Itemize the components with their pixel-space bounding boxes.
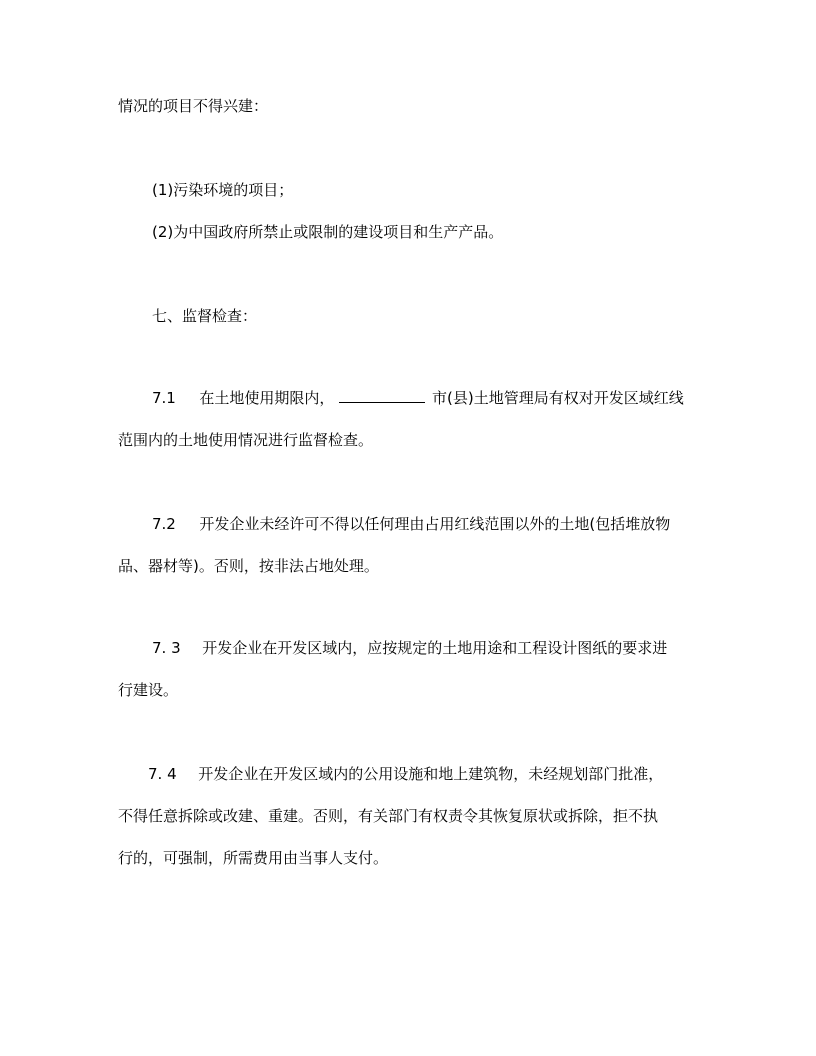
clause-7-2-line-2: 品、器材等)。否则，按非法占地处理。 xyxy=(118,557,379,575)
clause-text: 市(县)土地管理局有权对开发区域红线 xyxy=(432,389,684,407)
fill-in-blank xyxy=(339,388,425,403)
clause-text: 开发企业在开发区域内的公用设施和地上建筑物，未经规划部门批准， xyxy=(198,765,664,783)
section-heading: 七、监督检查： xyxy=(152,307,258,325)
clause-number: 7.2 xyxy=(152,515,176,533)
clause-number: 7.1 xyxy=(152,389,176,407)
clause-7-1-line-1 xyxy=(152,388,684,408)
clause-7-3-line-1 xyxy=(152,638,667,658)
clause-number: 7. 3 xyxy=(152,639,181,657)
clause-7-4-line-3: 行的，可强制，所需费用由当事人支付。 xyxy=(118,849,389,867)
prohibited-item-2: (2)为中国政府所禁止或限制的建设项目和生产产品。 xyxy=(152,223,504,241)
clause-text: 开发企业未经许可不得以任何理由占用红线范围以外的土地(包括堆放物 xyxy=(199,515,671,533)
clause-text: 在土地使用期限内， xyxy=(199,389,335,407)
clause-number: 7. 4 xyxy=(148,765,177,783)
clause-text: 开发企业在开发区域内，应按规定的土地用途和工程设计图纸的要求进 xyxy=(202,639,668,657)
clause-7-2-line-1 xyxy=(152,514,670,534)
clause-7-4-line-1 xyxy=(148,764,663,784)
clause-7-3-line-2: 行建设。 xyxy=(118,681,179,699)
clause-7-4-line-2: 不得任意拆除或改建、重建。否则，有关部门有权责令其恢复原状或拆除，拒不执 xyxy=(118,807,659,825)
prohibited-item-1: (1)污染环境的项目； xyxy=(152,181,294,199)
intro-line: 情况的项目不得兴建： xyxy=(118,97,269,115)
clause-7-1-line-2: 范围内的土地使用情况进行监督检查。 xyxy=(118,431,374,449)
